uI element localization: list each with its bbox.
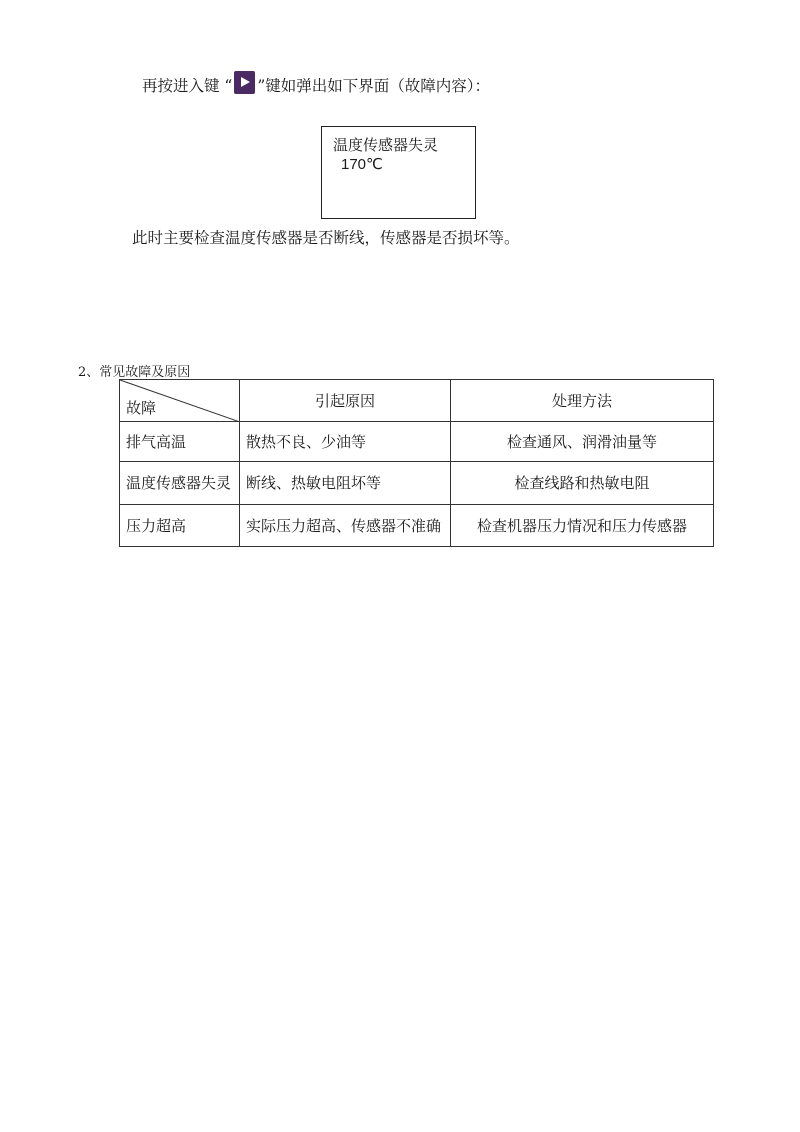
table-row [120,462,714,505]
note-text: 此时主要检查温度传感器是否断线，传感器是否损坏等。 [132,229,520,247]
header-solution: 处理方法 [451,380,714,422]
instruction-prefix: 再按进入键 “ [142,77,233,95]
instruction-line [142,72,490,100]
cause-cell: 散热不良、少油等 [240,422,451,462]
corner-header-cell [120,380,240,422]
section-title: 2、常见故障及原因 [78,365,191,380]
table-row [120,422,714,462]
cause-cell: 断线、热敏电阻坏等 [240,462,451,505]
fault-cell: 排气高温 [120,422,240,462]
corner-label: 故障 [126,399,157,417]
header-cause: 引起原因 [240,380,451,422]
display-screen [321,126,476,219]
screen-temperature: 170℃ [341,156,383,173]
cause-cell: 实际压力超高、传感器不准确 [240,505,451,547]
screen-fault-text: 温度传感器失灵 [333,136,439,154]
solution-cell: 检查通风、润滑油量等 [451,422,714,462]
solution-cell: 检查线路和热敏电阻 [451,462,714,505]
fault-cell: 温度传感器失灵 [120,462,240,505]
table-header-row [120,380,714,422]
fault-table [119,379,714,547]
play-icon [234,71,255,94]
table-row [120,505,714,547]
instruction-suffix: ”键如弹出如下界面（故障内容）： [257,77,491,95]
fault-cell: 压力超高 [120,505,240,547]
solution-cell: 检查机器压力情况和压力传感器 [451,505,714,547]
